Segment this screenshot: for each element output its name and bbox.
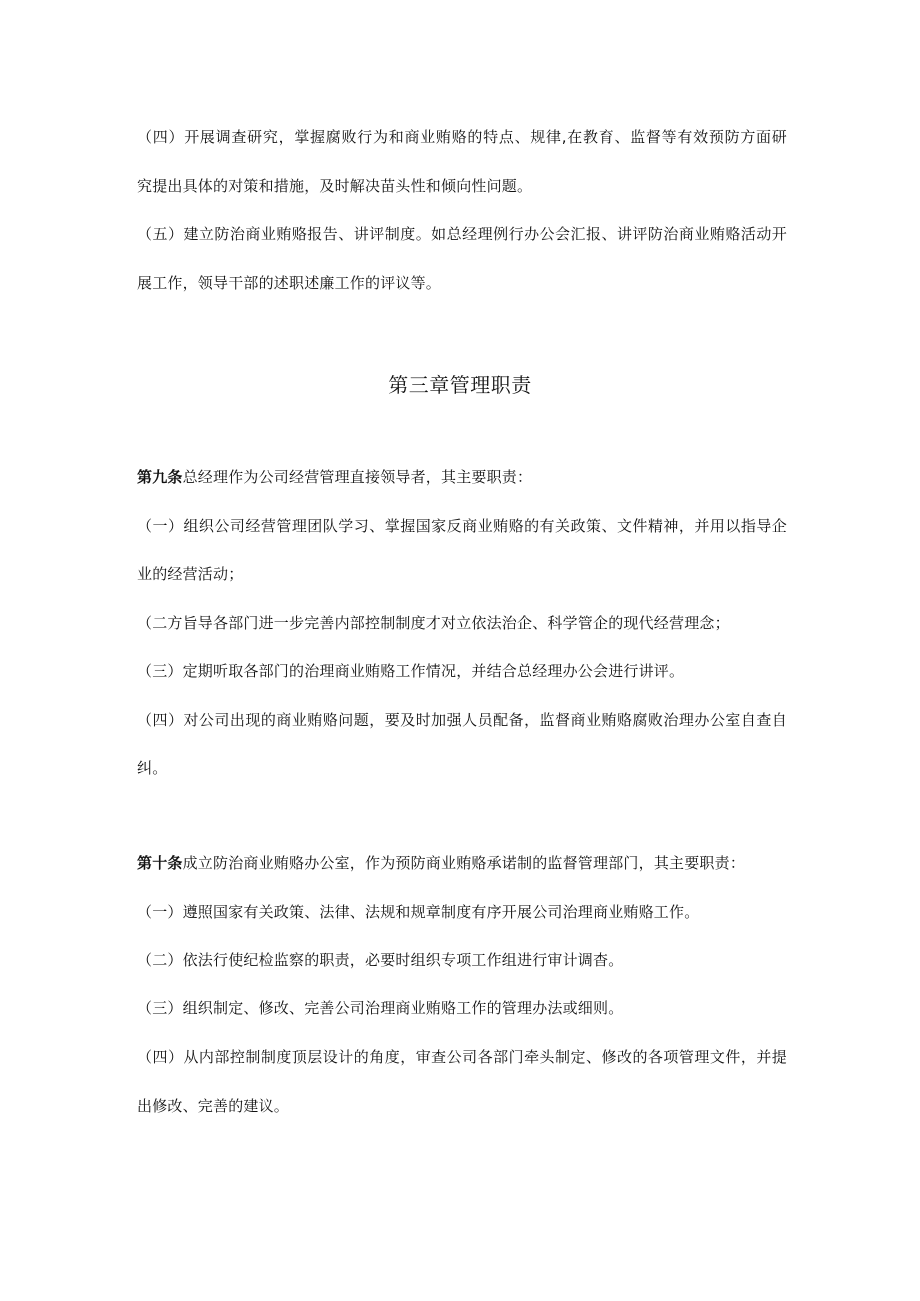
article10-item4-line2: 出修改、完善的建议。 [137, 1097, 290, 1115]
article9-intro: 总经理作为公司经营管理直接领导者，其主要职责： [182, 468, 533, 486]
article10-item3: （三）组织制定、修改、完善公司治理商业贿赂工作的管理办法或细则。 [137, 999, 624, 1017]
article10-intro: 成立防治商业贿赂办公室，作为预防商业贿赂承诺制的监督管理部门，其主要职责： [182, 854, 746, 872]
article9-item2: （二方旨导各部门进一步完善内部控制制度才对立依法治企、科学管企的现代经营理念； [137, 614, 730, 632]
article9-item4-line1: （四）对公司出现的商业贿赂问题，要及时加强人员配备，监督商业贿赂腐败治理办公室自查自 [137, 711, 787, 729]
article9-item3: （三）定期听取各部门的治理商业贿赂工作情况，并结合总经理办公会进行讲评。 [137, 662, 685, 680]
prev-item5-line2: 展工作，领导干部的述职述廉工作的评议等。 [137, 274, 442, 292]
article9-item1-line2: 业的经营活动； [137, 565, 244, 583]
article9-item4-line2: 纠。 [137, 759, 168, 777]
article9-item1-line1: （一）组织公司经营管理团队学习、掌握国家反商业贿赂的有关政策、文件精神，并用以指导企 [137, 517, 787, 535]
chapter-title: 第三章管理职责 [388, 373, 532, 397]
prev-item5-line1: （五）建立防治商业贿赂报告、讲评制度。如总经理例行办公会汇报、讲评防治商业贿赂活动开 [137, 225, 787, 243]
article10-item4-line1: （四）从内部控制制度顶层设计的角度，审查公司各部门牵头制定、修改的各项管理文件，并提 [137, 1048, 787, 1066]
prev-item4-line1: （四）开展调查研究，掌握腐败行为和商业贿赂的特点、规律,在教育、监督等有效预防方面研 [137, 128, 787, 146]
article10-item2: （二）依法行使纪检监察的职责，必要时组织专项工作组进行审计调杳。 [137, 951, 624, 969]
article10-item1: （一）遵照国家有关政策、法律、法规和规章制度有序开展公司治理商业贿赂工作。 [137, 903, 700, 921]
article9-intro-line [137, 467, 787, 487]
prev-item4-line2: 究提出具体的对策和措施，及时解决苗头性和倾向性问题。 [137, 177, 533, 195]
article10-intro-line [137, 853, 787, 873]
article9-label: 第九条 [137, 468, 183, 486]
article10-label: 第十条 [137, 854, 183, 872]
